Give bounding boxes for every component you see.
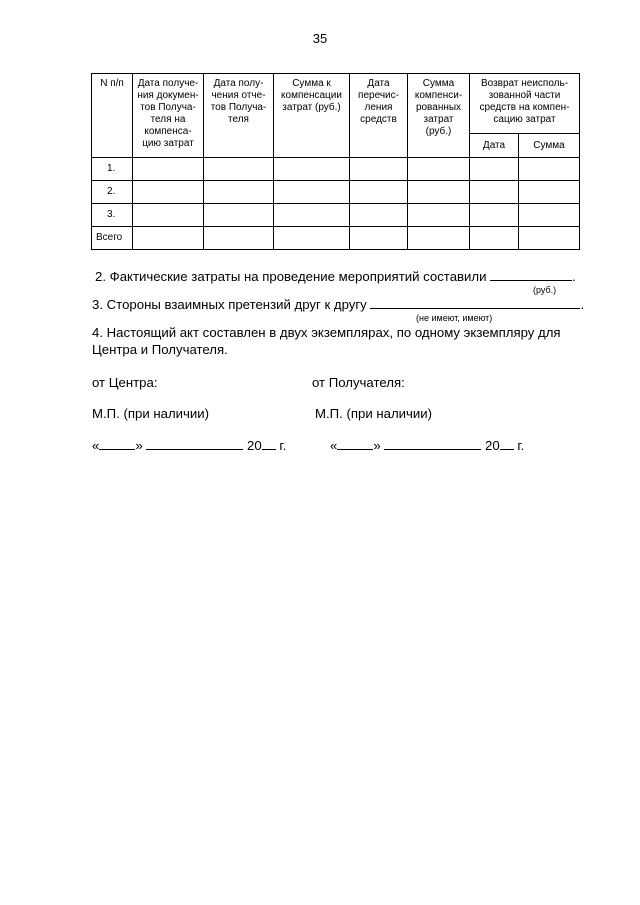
table-cell xyxy=(470,227,519,250)
date-recipient: « » 20 г. xyxy=(330,438,525,453)
item-3-hint: (не имеют, имеют) xyxy=(416,313,493,323)
table-cell xyxy=(408,227,470,250)
header-refund-date: Дата xyxy=(470,134,519,158)
table-cell xyxy=(204,204,274,227)
table-row xyxy=(92,204,580,227)
date-center: « » 20 г. xyxy=(92,438,287,453)
header-sum-compensated: Сумма компенси-рованных затрат (руб.) xyxy=(408,74,470,158)
table-cell xyxy=(274,181,350,204)
item-2-hint: (руб.) xyxy=(533,285,557,295)
item-3-text: 3. Стороны взаимных претензий друг к другу xyxy=(92,297,367,312)
table-cell xyxy=(408,181,470,204)
header-date-reports: Дата полу-чения отче-тов Получа-теля xyxy=(204,74,274,158)
table-row xyxy=(92,158,580,181)
item-2-end: . xyxy=(572,269,576,284)
table-cell xyxy=(274,158,350,181)
table-cell xyxy=(274,227,350,250)
table-cell xyxy=(519,227,580,250)
date-recipient-month-field[interactable] xyxy=(384,436,481,450)
header-sum-compensation: Сумма к компенсации затрат (руб.) xyxy=(274,74,350,158)
page-number: 35 xyxy=(312,31,328,46)
table-cell xyxy=(204,227,274,250)
header-date-transfer: Дата перечис-ления средств xyxy=(350,74,408,158)
item-4-line-1: 4. Настоящий акт составлен в двух экземплярах, по одному экземпляру для xyxy=(92,325,561,340)
table-cell xyxy=(204,181,274,204)
actual-costs-field[interactable] xyxy=(490,267,572,281)
row-number: 3. xyxy=(92,204,133,227)
header-date-docs: Дата получе-ния докумен-тов Получа-теля на компенса-цию затрат xyxy=(133,74,204,158)
item-4-line-2: Центра и Получателя. xyxy=(92,342,228,357)
date-center-month-field[interactable] xyxy=(146,436,243,450)
table-cell xyxy=(350,181,408,204)
table-cell xyxy=(470,158,519,181)
date-center-year-field[interactable] xyxy=(262,436,276,450)
item-2-line xyxy=(95,267,576,285)
table-cell xyxy=(133,204,204,227)
table-cell xyxy=(274,204,350,227)
table-cell xyxy=(133,227,204,250)
table-cell xyxy=(350,227,408,250)
claims-field[interactable] xyxy=(370,295,580,309)
stamp-center-label: М.П. (при наличии) xyxy=(92,406,210,421)
row-number: 2. xyxy=(92,181,133,204)
table-cell xyxy=(350,204,408,227)
table-cell xyxy=(133,181,204,204)
row-number-total: Всего xyxy=(92,227,133,250)
table-row-total xyxy=(92,227,580,250)
table-cell xyxy=(350,158,408,181)
table-cell xyxy=(408,158,470,181)
table-cell xyxy=(470,181,519,204)
item-3-line xyxy=(92,295,584,313)
row-number: 1. xyxy=(92,158,133,181)
table-cell xyxy=(408,204,470,227)
date-recipient-year-field[interactable] xyxy=(500,436,514,450)
table-cell xyxy=(133,158,204,181)
header-refund-group: Возврат неисполь-зованной части средств на компен-сацию затрат xyxy=(470,74,580,134)
from-recipient-label: от Получателя: xyxy=(312,375,405,390)
item-3-end: . xyxy=(580,297,585,312)
stamp-recipient-label: М.П. (при наличии) xyxy=(315,406,433,421)
table-cell xyxy=(519,181,580,204)
date-recipient-day-field[interactable] xyxy=(337,436,373,450)
item-2-text: 2. Фактические затраты на проведение мероприятий составили xyxy=(95,269,487,284)
table-cell xyxy=(519,158,580,181)
table-cell xyxy=(519,204,580,227)
header-refund-sum: Сумма xyxy=(519,134,580,158)
date-center-day-field[interactable] xyxy=(99,436,135,450)
table-row xyxy=(92,181,580,204)
table-cell xyxy=(470,204,519,227)
from-center-label: от Центра: xyxy=(92,375,158,390)
table-cell xyxy=(204,158,274,181)
header-num: N п/п xyxy=(92,74,133,158)
compensation-table xyxy=(91,73,580,250)
